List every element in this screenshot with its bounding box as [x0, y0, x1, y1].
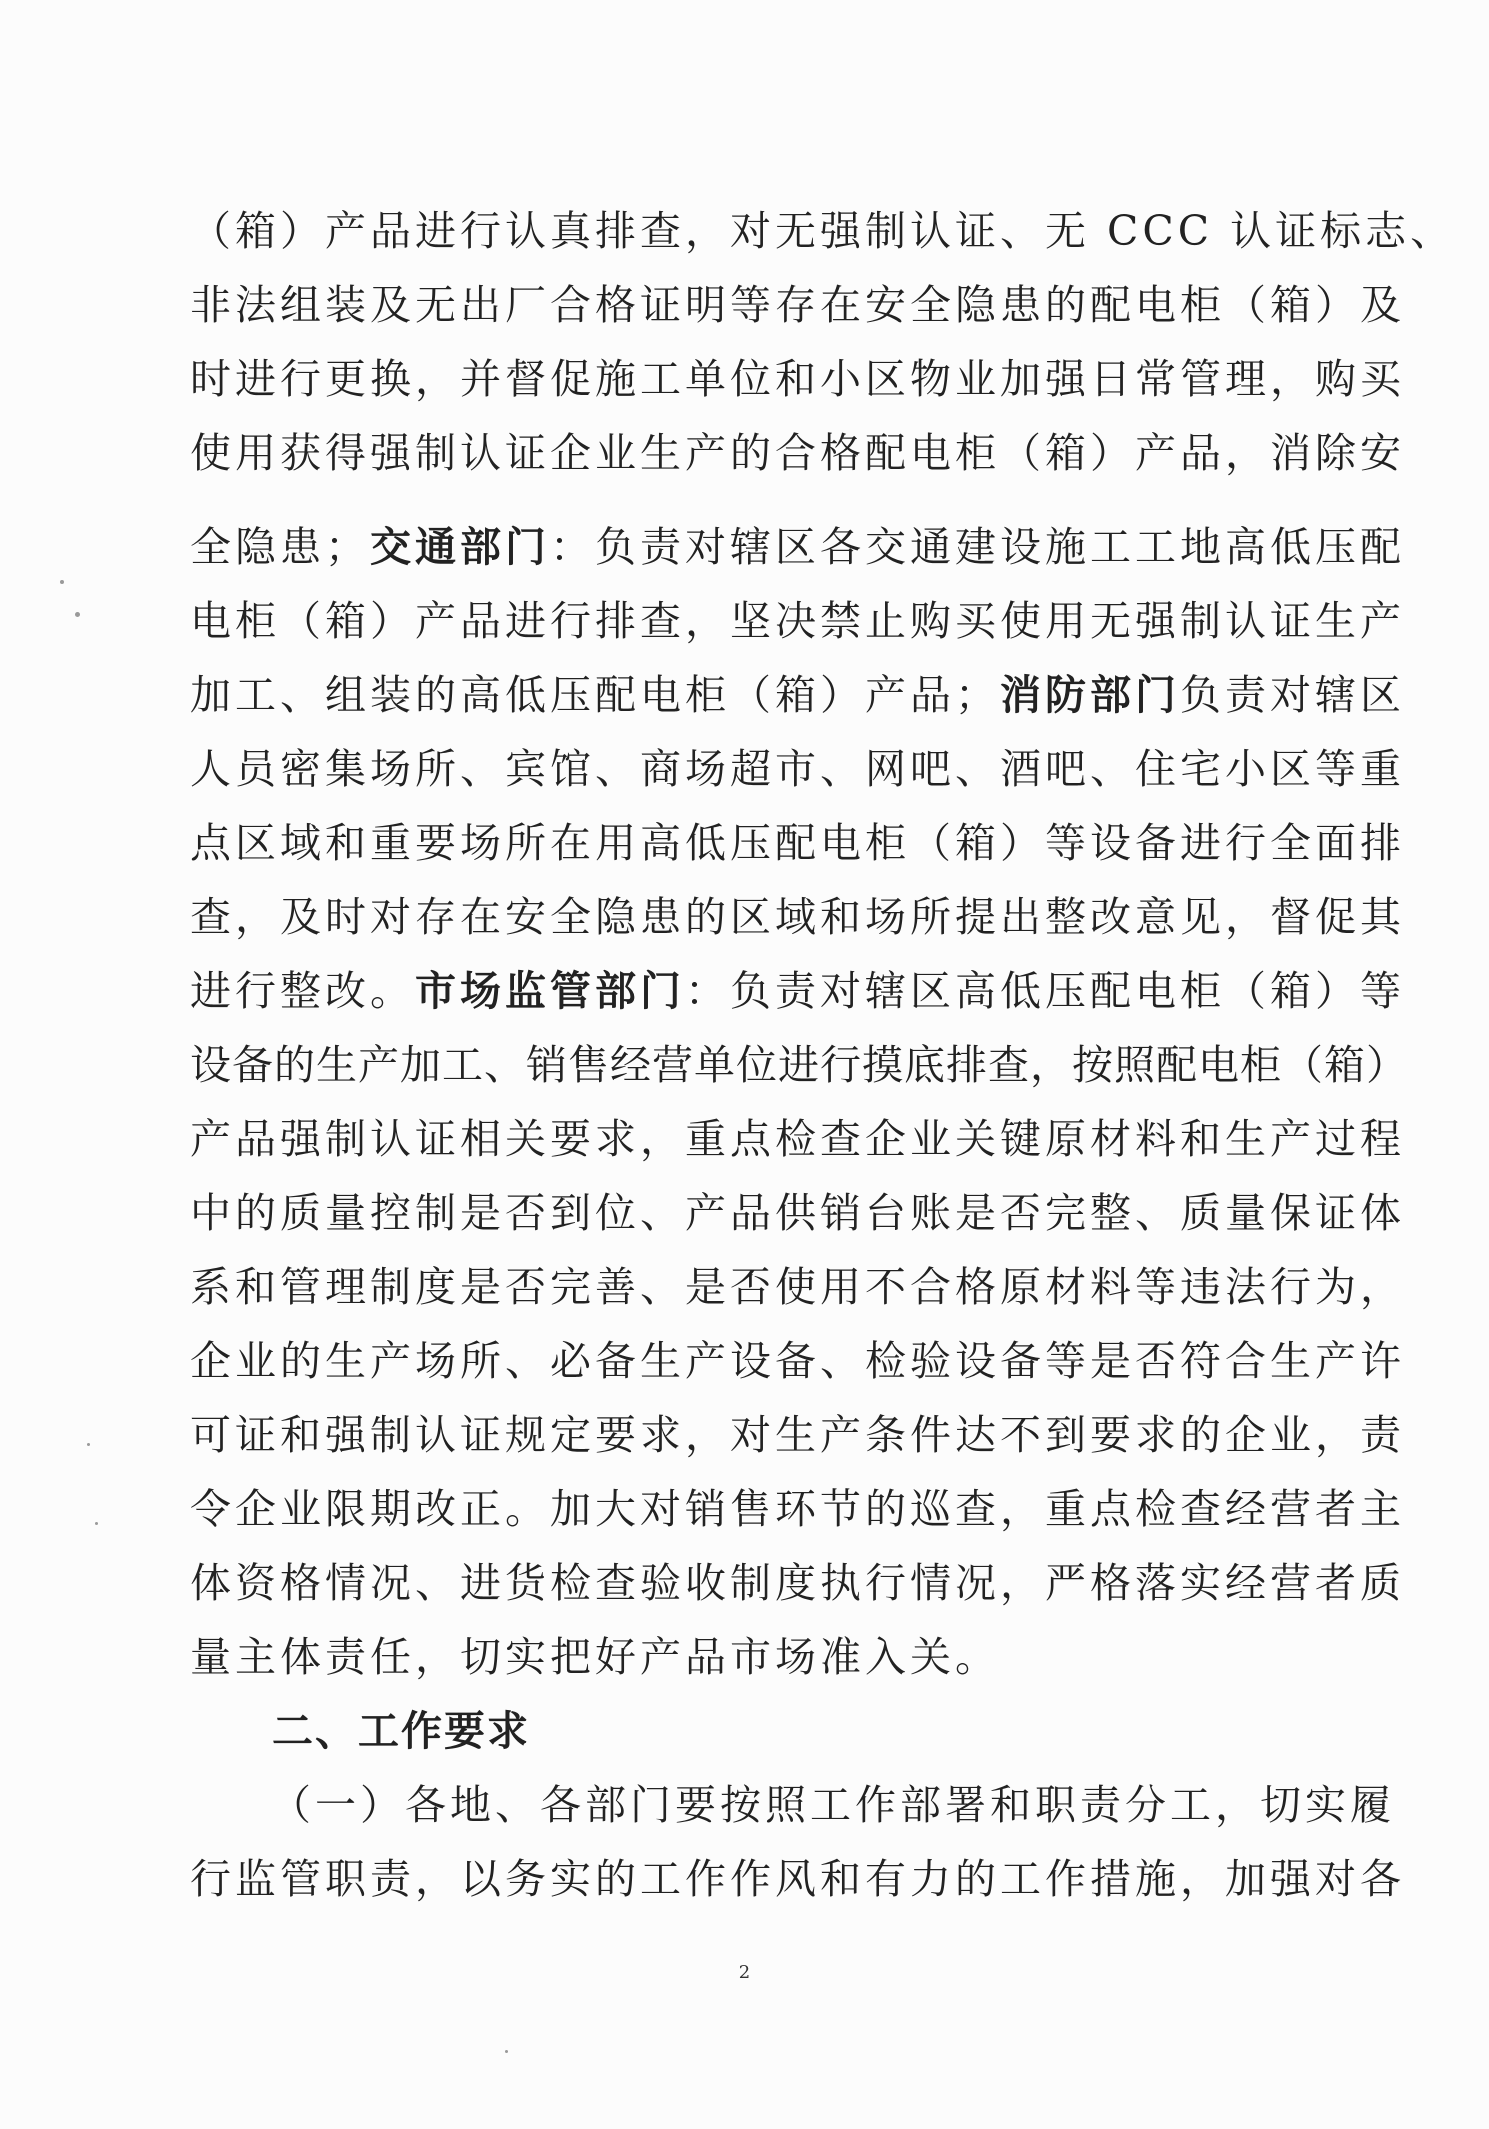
text-segment: 可证和强制认证规定要求，对生产条件达不到要求的企业，责 — [190, 1411, 1405, 1459]
bold-department-market: 市场监管部门 — [415, 967, 685, 1015]
scan-speck — [75, 612, 80, 617]
text-segment: 产品强制认证相关要求，重点检查企业关键原材料和生产过程 — [190, 1115, 1405, 1163]
text-segment: （箱）产品进行认真排查，对无强制认证、无 CCC 认证标志、 — [190, 207, 1456, 255]
text-segment: 进行整改。 — [190, 967, 415, 1015]
paragraph2-line-2 — [190, 1842, 1405, 1916]
text-segment: 全隐患； — [190, 523, 370, 571]
text-segment: ：负责对辖区高低压配电柜（箱）等 — [685, 967, 1405, 1015]
text-segment: 令企业限期改正。加大对销售环节的巡查，重点检查经营者主 — [190, 1485, 1405, 1533]
page-number: 2 — [738, 1962, 751, 1983]
scan-speck — [87, 1443, 90, 1446]
paragraph-line-2 — [190, 268, 1405, 342]
text-segment: 中的质量控制是否到位、产品供销台账是否完整、质量保证体 — [190, 1189, 1405, 1237]
text-segment: 量主体责任，切实把好产品市场准入关。 — [190, 1633, 1000, 1681]
paragraph-line-19 — [190, 1546, 1405, 1620]
paragraph2-line-1 — [270, 1768, 1395, 1842]
paragraph-line-15 — [190, 1250, 1405, 1324]
text-segment: 使用获得强制认证企业生产的合格配电柜（箱）产品，消除安 — [190, 429, 1405, 477]
paragraph-line-9 — [190, 806, 1405, 880]
text-segment: 点区域和重要场所在用高低压配电柜（箱）等设备进行全面排 — [190, 819, 1405, 867]
text-segment: ：负责对辖区各交通建设施工工地高低压配 — [550, 523, 1405, 571]
text-segment: 人员密集场所、宾馆、商场超市、网吧、酒吧、住宅小区等重 — [190, 745, 1405, 793]
scan-speck — [505, 2050, 508, 2053]
bold-department-fire: 消防部门 — [1000, 671, 1180, 719]
paragraph-line-16 — [190, 1324, 1405, 1398]
paragraph-line-1 — [190, 194, 1456, 268]
paragraph-line-3 — [190, 342, 1405, 416]
text-segment: 企业的生产场所、必备生产设备、检验设备等是否符合生产许 — [190, 1337, 1405, 1385]
paragraph-line-11 — [190, 954, 1405, 1028]
text-segment: （一）各地、各部门要按照工作部署和职责分工，切实履 — [270, 1781, 1395, 1829]
scan-speck — [60, 580, 64, 584]
paragraph-line-18 — [190, 1472, 1405, 1546]
text-segment: 加工、组装的高低压配电柜（箱）产品； — [190, 671, 1000, 719]
text-segment: 非法组装及无出厂合格证明等存在安全隐患的配电柜（箱）及 — [190, 281, 1405, 329]
paragraph-line-7 — [190, 658, 1405, 732]
paragraph-line-14 — [190, 1176, 1405, 1250]
section-heading: 二、工作要求 — [272, 1707, 530, 1755]
text-segment: 设备的生产加工、销售经营单位进行摸底排查，按照配电柜（箱） — [190, 1041, 1408, 1089]
paragraph-line-12 — [190, 1028, 1408, 1102]
text-segment: 时进行更换，并督促施工单位和小区物业加强日常管理，购买 — [190, 355, 1405, 403]
scan-speck — [95, 1522, 98, 1525]
paragraph-line-8 — [190, 732, 1405, 806]
text-segment: 电柜（箱）产品进行排查，坚决禁止购买使用无强制认证生产 — [190, 597, 1405, 645]
text-segment: 体资格情况、进货检查验收制度执行情况，严格落实经营者质 — [190, 1559, 1405, 1607]
paragraph-line-17 — [190, 1398, 1405, 1472]
text-segment: 查，及时对存在安全隐患的区域和场所提出整改意见，督促其 — [190, 893, 1405, 941]
paragraph-line-20 — [190, 1620, 1310, 1694]
text-segment: 行监管职责，以务实的工作作风和有力的工作措施，加强对各 — [190, 1855, 1405, 1903]
paragraph-line-10 — [190, 880, 1405, 954]
paragraph-line-6 — [190, 584, 1405, 658]
text-segment: 系和管理制度是否完善、是否使用不合格原材料等违法行为， — [190, 1263, 1405, 1311]
bold-department-traffic: 交通部门 — [370, 523, 550, 571]
paragraph-line-13 — [190, 1102, 1405, 1176]
text-segment: 负责对辖区 — [1180, 671, 1405, 719]
paragraph-line-5 — [190, 510, 1405, 584]
paragraph-line-4 — [190, 416, 1405, 490]
